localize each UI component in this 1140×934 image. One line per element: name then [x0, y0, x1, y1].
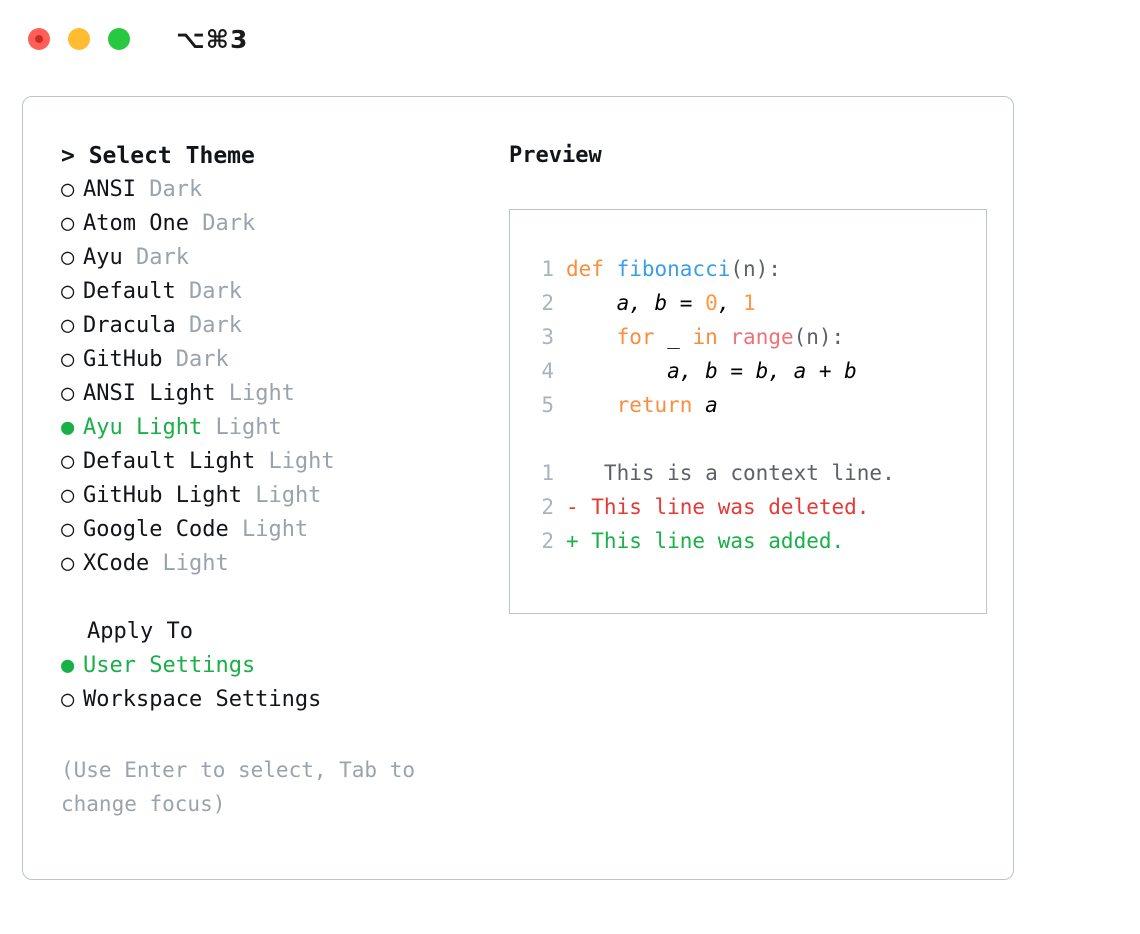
- line-number: 3: [541, 325, 554, 349]
- theme-list-item[interactable]: [61, 479, 485, 513]
- main-panel: [22, 96, 1014, 880]
- code-token: [566, 325, 617, 349]
- radio-empty-icon: ○: [61, 279, 75, 304]
- radio-empty-icon: ○: [61, 381, 75, 406]
- code-token: def: [566, 257, 617, 281]
- code-token: in: [692, 325, 718, 349]
- line-number: 4: [541, 359, 554, 383]
- line-number: 5: [541, 393, 554, 417]
- diff-text: + This line was added.: [566, 529, 845, 553]
- line-number: 1: [541, 461, 554, 485]
- radio-empty-icon: ○: [61, 347, 75, 372]
- preview-title: Preview: [509, 143, 602, 168]
- theme-list-item[interactable]: [61, 411, 485, 445]
- theme-name: Ayu Light: [83, 415, 203, 440]
- list-spacer: [61, 581, 485, 615]
- radio-empty-icon: ○: [61, 551, 75, 576]
- theme-variant: Light: [228, 381, 295, 406]
- theme-name: Dracula: [83, 313, 176, 338]
- shortcut-label: ⌥⌘3: [176, 24, 249, 54]
- diff-text: - This line was deleted.: [566, 495, 870, 519]
- theme-list-item[interactable]: [61, 445, 485, 479]
- theme-variant: Dark: [202, 211, 256, 236]
- radio-empty-icon: ○: [61, 687, 75, 712]
- theme-selection-column: [23, 139, 485, 821]
- apply-to-list: [61, 649, 485, 717]
- line-number: 1: [541, 257, 554, 281]
- code-line: [532, 286, 986, 320]
- preview-box: [509, 209, 987, 614]
- theme-name: Default: [83, 279, 176, 304]
- theme-variant: Dark: [188, 279, 242, 304]
- theme-variant: Dark: [136, 245, 189, 270]
- code-token: fibonacci: [616, 257, 731, 281]
- theme-list-item[interactable]: [61, 343, 485, 377]
- theme-variant: Dark: [175, 347, 229, 372]
- code-diff-spacer: [532, 422, 986, 456]
- code-token: ,: [717, 291, 744, 315]
- apply-to-item[interactable]: [61, 649, 485, 683]
- diff-line: [532, 456, 986, 490]
- theme-name: GitHub Light: [83, 483, 242, 508]
- theme-variant: Light: [268, 449, 335, 474]
- theme-name: Google Code: [83, 517, 229, 542]
- radio-empty-icon: ○: [61, 517, 75, 542]
- radio-empty-icon: ○: [61, 483, 75, 508]
- theme-variant: Dark: [149, 177, 203, 202]
- radio-selected-icon: ●: [61, 415, 75, 440]
- select-theme-heading: > Select Theme: [61, 143, 255, 169]
- code-token: (n):: [730, 257, 781, 281]
- code-token: a, b = b, a + b: [566, 359, 857, 383]
- line-number: 2: [541, 529, 554, 553]
- code-token: a: [705, 393, 718, 417]
- theme-variant: Light: [215, 415, 282, 440]
- theme-variant: Light: [162, 551, 229, 576]
- theme-name: XCode: [83, 551, 150, 576]
- theme-name: ANSI Light: [83, 381, 216, 406]
- code-token: for: [616, 325, 655, 349]
- theme-variant: Dark: [188, 313, 242, 338]
- theme-name: ANSI: [83, 177, 136, 202]
- apply-to-label: User Settings: [83, 653, 256, 678]
- diff-line: [532, 524, 986, 558]
- radio-selected-icon: ●: [61, 653, 75, 678]
- code-token: (n):: [793, 325, 845, 349]
- apply-to-label: Workspace Settings: [83, 687, 322, 712]
- code-token: 1: [743, 291, 756, 315]
- code-token: _: [654, 325, 693, 349]
- keyboard-hint: (Use Enter to select, Tab to change focus): [61, 758, 416, 816]
- apply-to-heading: Apply To: [87, 619, 193, 644]
- diff-line: [532, 490, 986, 524]
- code-token: [692, 393, 705, 417]
- panel-content: [23, 97, 1013, 821]
- theme-variant: Light: [241, 517, 309, 542]
- theme-name: Atom One: [83, 211, 189, 236]
- theme-list-item[interactable]: [61, 207, 485, 241]
- code-token: [566, 393, 617, 417]
- theme-list-item[interactable]: [61, 275, 485, 309]
- code-token: return: [616, 393, 693, 417]
- radio-empty-icon: ○: [61, 211, 75, 236]
- close-button[interactable]: [28, 28, 50, 50]
- radio-empty-icon: ○: [61, 177, 75, 202]
- code-line: [532, 252, 986, 286]
- theme-variant: Light: [255, 483, 322, 508]
- theme-name: Ayu: [83, 245, 123, 270]
- theme-list-item[interactable]: [61, 547, 485, 581]
- theme-list: [61, 173, 485, 581]
- theme-list-item[interactable]: [61, 377, 485, 411]
- code-line: [532, 354, 986, 388]
- titlebar: [0, 0, 1140, 78]
- radio-empty-icon: ○: [61, 313, 75, 338]
- preview-column: [485, 139, 1013, 821]
- theme-list-item[interactable]: [61, 173, 485, 207]
- diff-sample: [532, 456, 986, 558]
- radio-empty-icon: ○: [61, 449, 75, 474]
- zoom-button[interactable]: [108, 28, 130, 50]
- line-number: 2: [541, 495, 554, 519]
- minimize-button[interactable]: [68, 28, 90, 50]
- code-token: a, b =: [566, 291, 706, 315]
- code-line: [532, 320, 986, 354]
- code-line: [532, 388, 986, 422]
- code-token: 0: [705, 291, 718, 315]
- theme-list-item[interactable]: [61, 309, 485, 343]
- apply-to-item[interactable]: [61, 683, 485, 717]
- theme-name: GitHub: [83, 347, 163, 372]
- theme-list-item[interactable]: [61, 513, 485, 547]
- theme-list-item[interactable]: [61, 241, 485, 275]
- line-number: 2: [541, 291, 554, 315]
- code-sample: [532, 252, 986, 422]
- radio-empty-icon: ○: [61, 245, 75, 270]
- code-token: range: [730, 325, 794, 349]
- theme-name: Default Light: [83, 449, 256, 474]
- code-token: [718, 325, 731, 349]
- diff-text: This is a context line.: [566, 461, 895, 485]
